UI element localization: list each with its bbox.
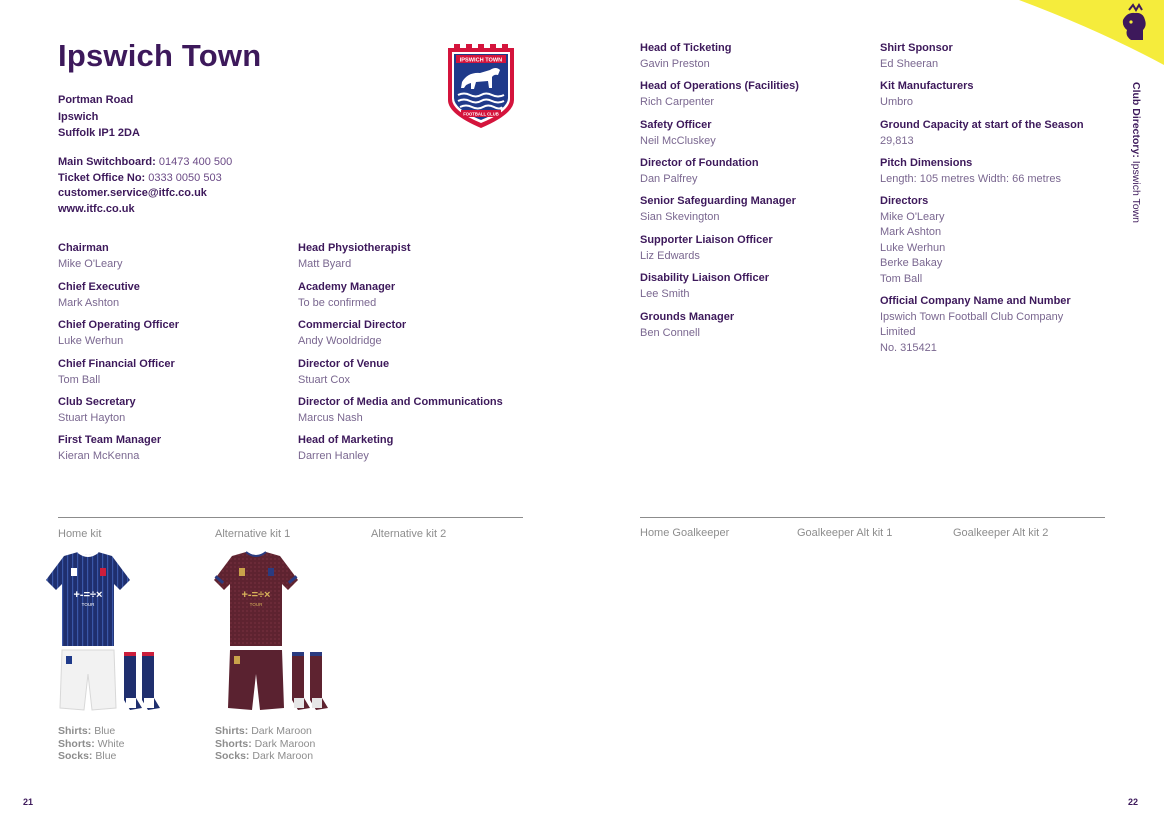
role-commercial-director: [298, 318, 406, 349]
home-kit-sponsor-text: +-=÷×: [73, 589, 103, 601]
info-ground-capacity: [880, 118, 1084, 149]
role-disability-liaison-officer: [640, 271, 769, 302]
role-label: Head of Ticketing: [640, 42, 732, 54]
role-name: Rich Carpenter: [640, 95, 714, 108]
director-name: Mark Ashton: [880, 226, 942, 238]
alt-kit-sponsor-subtext: TOUR: [249, 602, 263, 607]
home-kit-shirts: [58, 725, 125, 738]
ticket-office-label: Ticket Office No:: [58, 171, 146, 184]
home-kit-sponsor-subtext: TOUR: [81, 602, 95, 607]
role-head-of-operations: [640, 79, 799, 110]
alt-kit-shorts: [215, 738, 315, 751]
address-line: Ipswich: [58, 110, 99, 123]
role-name: Gavin Preston: [640, 57, 710, 70]
role-safeguarding-manager: [640, 194, 796, 225]
role-name: Lee Smith: [640, 287, 690, 300]
kit-socks-label: Socks:: [215, 750, 250, 762]
director-name: Luke Werhun: [880, 241, 946, 254]
kit-label-home: Home kit: [58, 528, 102, 540]
role-name: Tom Ball: [58, 373, 101, 386]
role-label: Director of Venue: [298, 358, 390, 370]
crest-bottom-text: FOOTBALL CLUB: [463, 111, 499, 117]
info-value: Length: 105 metres Width: 66 metres: [880, 172, 1061, 185]
role-first-team-manager: [58, 433, 161, 464]
role-name: To be confirmed: [298, 296, 377, 309]
role-club-secretary: [58, 395, 136, 426]
role-label: Disability Liaison Officer: [640, 272, 769, 284]
company-line: Ipswich Town Football Club Company: [880, 310, 1064, 323]
page-title: Ipswich Town: [58, 38, 262, 73]
kit-socks-value: Blue: [95, 750, 117, 762]
role-name: Dan Palfrey: [640, 172, 698, 185]
info-company-name: [880, 294, 1071, 356]
role-director-of-foundation: [640, 156, 759, 187]
ticket-office-number: 0333 0050 503: [148, 171, 222, 184]
side-section-title: [1128, 82, 1144, 232]
home-kit-image: [42, 550, 166, 714]
info-label: Directors: [880, 195, 929, 207]
kit-shorts-value: White: [97, 737, 125, 750]
switchboard-line: [58, 155, 232, 171]
role-chairman: [58, 241, 122, 272]
role-director-of-venue: [298, 357, 389, 388]
director-name: Tom Ball: [880, 272, 923, 285]
role-label: Senior Safeguarding Manager: [640, 195, 796, 207]
director-name: Berke Bakay: [880, 257, 943, 269]
role-name: Ben Connell: [640, 326, 700, 339]
company-line: Limited: [880, 326, 916, 338]
kit-label-home-gk: Home Goalkeeper: [640, 527, 730, 539]
info-directors: [880, 194, 945, 287]
club-address: [58, 92, 140, 142]
info-label: Pitch Dimensions: [880, 157, 973, 169]
info-label: Official Company Name and Number: [880, 295, 1071, 307]
info-value: Umbro: [880, 95, 914, 108]
role-head-of-marketing: [298, 433, 393, 464]
alt-kit-1-details: [215, 725, 315, 763]
role-label: Chief Executive: [58, 281, 140, 293]
crest-top-text: IPSWICH TOWN: [459, 57, 503, 64]
ipswich-town-crest-icon: [446, 42, 516, 130]
page-number-right: 22: [1128, 797, 1139, 807]
role-head-physiotherapist: [298, 241, 410, 272]
role-label: Head of Operations (Facilities): [640, 80, 799, 92]
kit-shorts-label: Shorts:: [215, 737, 252, 750]
switchboard-label: Main Switchboard:: [58, 156, 156, 168]
role-name: Liz Edwards: [640, 249, 700, 262]
ticket-office-line: [58, 171, 232, 187]
alt-kit-shirts: [215, 725, 315, 738]
side-title-bold: Club Directory:: [1130, 82, 1142, 158]
gk-kits-divider: [640, 517, 1105, 518]
info-label: Ground Capacity at start of the Season: [880, 119, 1084, 131]
role-chief-operating-officer: [58, 318, 179, 349]
switchboard-number: 01473 400 500: [158, 156, 233, 168]
kit-label-gk-alt2: Goalkeeper Alt kit 2: [953, 527, 1049, 539]
address-line: Suffolk IP1 2DA: [58, 127, 140, 139]
info-value: Ed Sheeran: [880, 57, 939, 70]
role-label: Supporter Liaison Officer: [640, 234, 773, 246]
role-label: First Team Manager: [58, 434, 162, 446]
role-label: Grounds Manager: [640, 311, 735, 323]
kit-shirts-value: Dark Maroon: [251, 725, 312, 737]
website-link[interactable]: [58, 202, 232, 218]
role-academy-manager: [298, 280, 395, 311]
role-name: Marcus Nash: [298, 411, 363, 424]
home-kit-details: [58, 725, 125, 763]
company-line: No. 315421: [880, 341, 937, 354]
kit-label-alt2: Alternative kit 2: [371, 528, 447, 540]
website-text: www.itfc.co.uk: [58, 202, 135, 215]
role-name: Mark Ashton: [58, 296, 120, 309]
role-name: Andy Wooldridge: [298, 334, 382, 347]
role-label: Head Physiotherapist: [298, 242, 411, 254]
kit-label-gk-alt1: Goalkeeper Alt kit 1: [797, 527, 893, 539]
role-name: Luke Werhun: [58, 334, 124, 347]
kit-socks-label: Socks:: [58, 750, 93, 762]
info-pitch-dimensions: [880, 156, 1061, 187]
kit-shorts-value: Dark Maroon: [254, 737, 316, 750]
role-supporter-liaison-officer: [640, 233, 773, 264]
kits-divider: [58, 517, 523, 518]
home-kit-shorts: [58, 738, 125, 751]
info-kit-manufacturers: [880, 79, 974, 110]
address-line: Portman Road: [58, 94, 134, 106]
kit-shirts-label: Shirts:: [58, 725, 92, 737]
home-kit-socks: [58, 750, 125, 763]
role-safety-officer: [640, 118, 716, 149]
alt-kit-socks: [215, 750, 315, 763]
role-name: Kieran McKenna: [58, 449, 140, 462]
role-label: Director of Media and Communications: [298, 396, 503, 408]
role-head-of-ticketing: [640, 41, 731, 72]
role-name: Stuart Hayton: [58, 411, 126, 424]
role-name: Mike O'Leary: [58, 257, 123, 270]
kit-shirts-value: Blue: [94, 725, 116, 737]
side-title-text: Ipswich Town: [1130, 160, 1142, 224]
kit-socks-value: Dark Maroon: [252, 750, 314, 762]
role-name: Neil McCluskey: [640, 134, 716, 147]
role-label: Head of Marketing: [298, 434, 394, 446]
info-label: Kit Manufacturers: [880, 80, 974, 92]
role-label: Academy Manager: [298, 281, 396, 293]
role-name: Stuart Cox: [298, 373, 350, 386]
alt-kit-1-image: [210, 550, 334, 714]
info-shirt-sponsor: [880, 41, 953, 72]
role-chief-financial-officer: [58, 357, 175, 388]
role-label: Director of Foundation: [640, 157, 759, 169]
role-label: Chairman: [58, 242, 109, 254]
role-label: Safety Officer: [640, 119, 712, 131]
director-name: Mike O'Leary: [880, 210, 945, 223]
page-number-left: 21: [23, 797, 34, 807]
premier-league-lion-icon: [1019, 0, 1164, 70]
club-contact: [58, 155, 232, 217]
info-label: Shirt Sponsor: [880, 42, 953, 54]
role-chief-executive: [58, 280, 140, 311]
role-label: Commercial Director: [298, 319, 407, 331]
email-text: customer.service@itfc.co.uk: [58, 187, 207, 199]
email-link[interactable]: [58, 186, 232, 202]
alt-kit-sponsor-text: +-=÷×: [241, 589, 271, 601]
kit-shirts-label: Shirts:: [215, 725, 249, 737]
role-label: Chief Operating Officer: [58, 319, 180, 331]
role-name: Matt Byard: [298, 257, 352, 270]
role-label: Chief Financial Officer: [58, 358, 175, 370]
role-director-media: [298, 395, 503, 426]
kit-label-alt1: Alternative kit 1: [215, 528, 291, 540]
role-name: Sian Skevington: [640, 210, 720, 223]
role-name: Darren Hanley: [298, 449, 369, 462]
kit-shorts-label: Shorts:: [58, 737, 95, 750]
role-grounds-manager: [640, 310, 734, 341]
info-value: 29,813: [880, 134, 914, 147]
role-label: Club Secretary: [58, 396, 136, 408]
